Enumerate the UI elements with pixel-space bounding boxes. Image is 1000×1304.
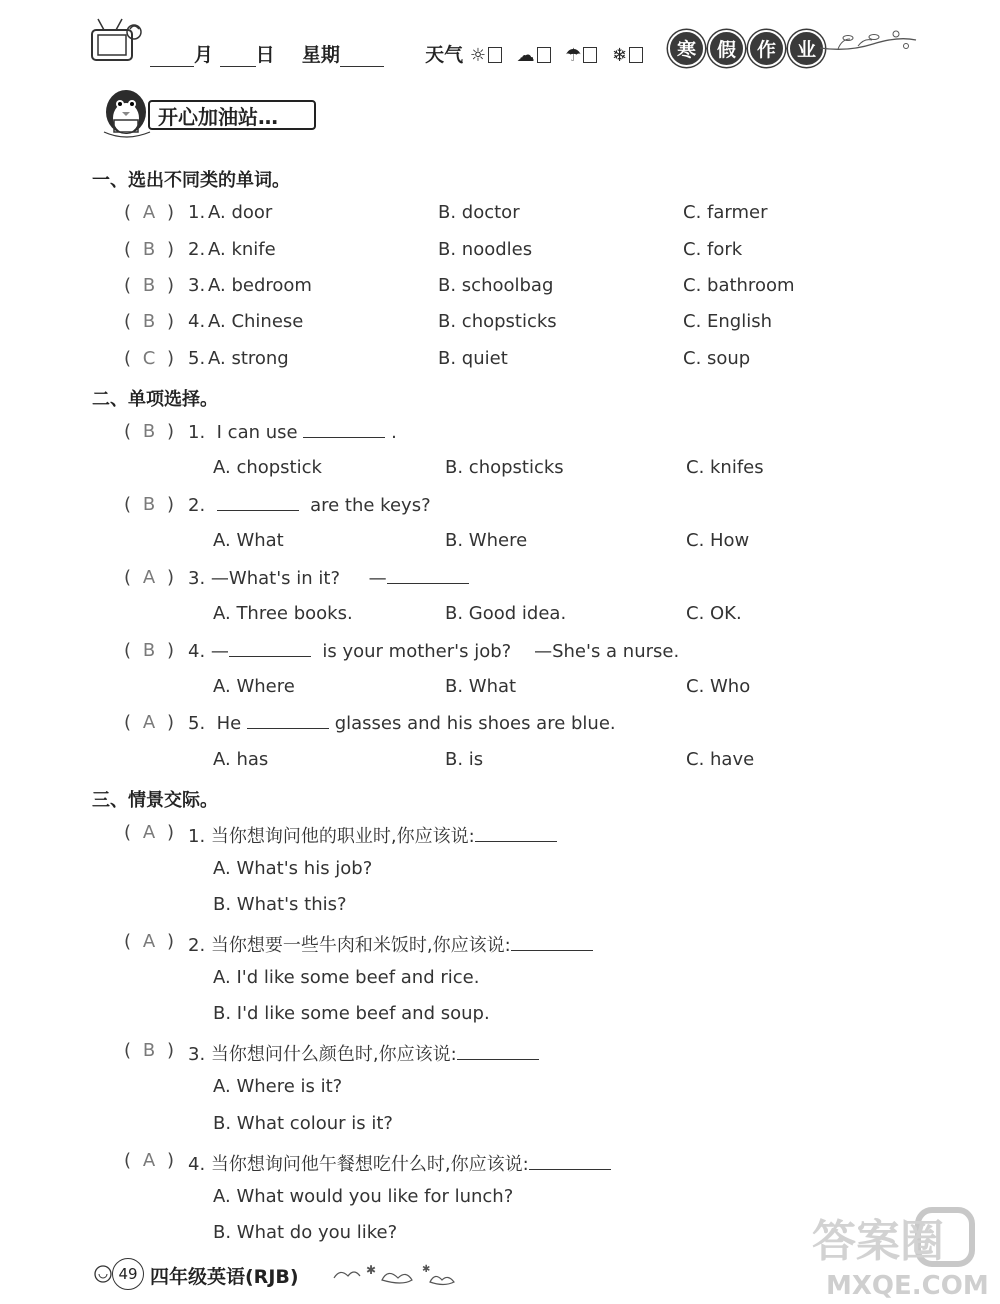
option-c: C. have (686, 749, 755, 770)
option-a: A. strong (208, 348, 289, 369)
winter-homework-badges (668, 30, 825, 67)
question-number: 3. (188, 275, 206, 296)
option-a: A. What would you like for lunch? (213, 1186, 514, 1207)
fill-blank[interactable] (475, 825, 557, 842)
answer-slot[interactable]: ( A ) (124, 931, 175, 952)
fill-blank[interactable] (511, 934, 593, 951)
option-b: B. doctor (438, 202, 520, 223)
weather-checkbox-sunny[interactable] (488, 47, 502, 63)
weather-checkbox-rain[interactable] (583, 47, 597, 63)
day-blank[interactable] (220, 48, 256, 67)
question-number: 5. (188, 348, 206, 369)
weekday-label: 星期 (301, 44, 340, 66)
option-c: C. Who (686, 676, 751, 697)
option-b: B. noodles (438, 239, 533, 260)
question-number: 1. (188, 202, 206, 223)
badge-char: 作 (748, 30, 785, 67)
question-stem: 3. —What's in it? — (188, 567, 469, 589)
question-stem: 5. He glasses and his shoes are blue. (188, 713, 616, 734)
question-number: 4. (188, 311, 206, 332)
answer-slot[interactable]: ( B ) (124, 275, 175, 296)
option-a: A. What's his job? (213, 858, 373, 879)
option-b: B. What's this? (213, 894, 347, 915)
fill-blank[interactable] (247, 712, 329, 729)
option-b: B. Where (445, 530, 528, 551)
option-a: A. chopstick (213, 457, 322, 478)
option-a: A. has (213, 749, 269, 770)
option-a: A. door (208, 202, 273, 223)
branch-flourish-icon (818, 22, 918, 62)
option-b: B. Good idea. (445, 603, 567, 624)
svg-text:✱: ✱ (366, 1263, 377, 1277)
fill-blank[interactable] (529, 1153, 611, 1170)
fill-blank[interactable] (217, 494, 299, 511)
answer-slot[interactable]: ( A ) (124, 567, 175, 588)
section-1-title: 一、选出不同类的单词。 (92, 170, 290, 191)
badge-char: 寒 (668, 30, 705, 67)
answer-slot[interactable]: ( C ) (124, 348, 175, 369)
answer-slot[interactable]: ( A ) (124, 712, 175, 733)
question-stem: 3. 当你想问什么颜色时,你应该说: (188, 1040, 539, 1066)
site-watermark-logo (806, 1206, 996, 1302)
badge-char: 假 (708, 30, 745, 67)
option-c: C. knifes (686, 457, 764, 478)
option-a: A. What (213, 530, 284, 551)
tv-cartoon-icon (88, 16, 148, 66)
question-stem: 2. are the keys? (188, 495, 431, 516)
answer-slot[interactable]: ( B ) (124, 494, 175, 515)
question-stem: 2. 当你想要一些牛肉和米饭时,你应该说: (188, 931, 593, 957)
fill-blank[interactable] (457, 1043, 539, 1060)
fill-blank[interactable] (387, 567, 469, 584)
option-c: C. bathroom (683, 275, 795, 296)
option-c: C. English (683, 311, 773, 332)
answer-slot[interactable]: ( B ) (124, 640, 175, 661)
answer-slot[interactable]: ( B ) (124, 421, 175, 442)
watermark-text-bottom: MXQE.COM (826, 1271, 989, 1301)
section-banner: 开心加油站… (148, 100, 316, 130)
watermark-text-top: 答案圈 (812, 1216, 944, 1267)
date-weather-row (150, 40, 651, 67)
option-b: B. What do you like? (213, 1222, 398, 1243)
page-number: 49 (112, 1258, 144, 1290)
question-stem: 4. 当你想询问他午餐想吃什么时,你应该说: (188, 1150, 611, 1176)
option-c: C. OK. (686, 603, 742, 624)
question-stem: 4. — is your mother's job? —She's a nurse. (188, 641, 680, 662)
snail-icon (92, 1260, 114, 1288)
option-a: A. Three books. (213, 603, 353, 624)
answer-slot[interactable]: ( A ) (124, 1150, 175, 1171)
weather-checkbox-cloudy[interactable] (537, 47, 551, 63)
fill-blank[interactable] (229, 640, 311, 657)
option-b: B. I'd like some beef and soup. (213, 1003, 490, 1024)
day-label: 日 (255, 44, 275, 66)
option-b: B. schoolbag (438, 275, 554, 296)
option-a: A. knife (208, 239, 276, 260)
section-3-title: 三、情景交际。 (92, 790, 218, 811)
option-c: C. How (686, 530, 750, 551)
option-c: C. farmer (683, 202, 768, 223)
question-stem: 1. 当你想询问他的职业时,你应该说: (188, 822, 557, 848)
option-c: C. fork (683, 239, 743, 260)
sunny-icon: ☼ (469, 45, 486, 66)
option-b: B. What (445, 676, 517, 697)
question-number: 2. (188, 239, 206, 260)
question-stem: 1. I can use . (188, 422, 397, 443)
option-b: B. chopsticks (438, 311, 557, 332)
option-a: A. Chinese (208, 311, 304, 332)
cloud-swirl-icon (330, 1260, 460, 1288)
answer-slot[interactable]: ( B ) (124, 1040, 175, 1061)
month-label: 月 (194, 44, 214, 66)
weekday-blank[interactable] (340, 48, 384, 67)
option-a: A. Where is it? (213, 1076, 343, 1097)
footer-book-title: 四年级英语(RJB) (150, 1266, 299, 1288)
option-b: B. is (445, 749, 484, 770)
answer-slot[interactable]: ( B ) (124, 311, 175, 332)
section-2-title: 二、单项选择。 (92, 389, 218, 410)
option-b: B. quiet (438, 348, 508, 369)
answer-slot[interactable]: ( A ) (124, 822, 175, 843)
option-a: A. I'd like some beef and rice. (213, 967, 480, 988)
fill-blank[interactable] (303, 421, 385, 438)
option-a: A. bedroom (208, 275, 312, 296)
option-a: A. Where (213, 676, 295, 697)
cloudy-icon: ☁ (516, 45, 535, 66)
weather-checkbox-snow[interactable] (629, 47, 643, 63)
snow-icon: ❄ (611, 45, 628, 66)
month-blank[interactable] (150, 48, 194, 67)
badge-char: 业 (788, 30, 825, 67)
option-b: B. What colour is it? (213, 1113, 393, 1134)
weather-label: 天气 (425, 44, 464, 66)
option-b: B. chopsticks (445, 457, 564, 478)
option-c: C. soup (683, 348, 751, 369)
answer-slot[interactable]: ( B ) (124, 239, 175, 260)
svg-text:✱: ✱ (422, 1264, 431, 1275)
rain-icon: ☂ (565, 45, 582, 66)
answer-slot[interactable]: ( A ) (124, 202, 175, 223)
